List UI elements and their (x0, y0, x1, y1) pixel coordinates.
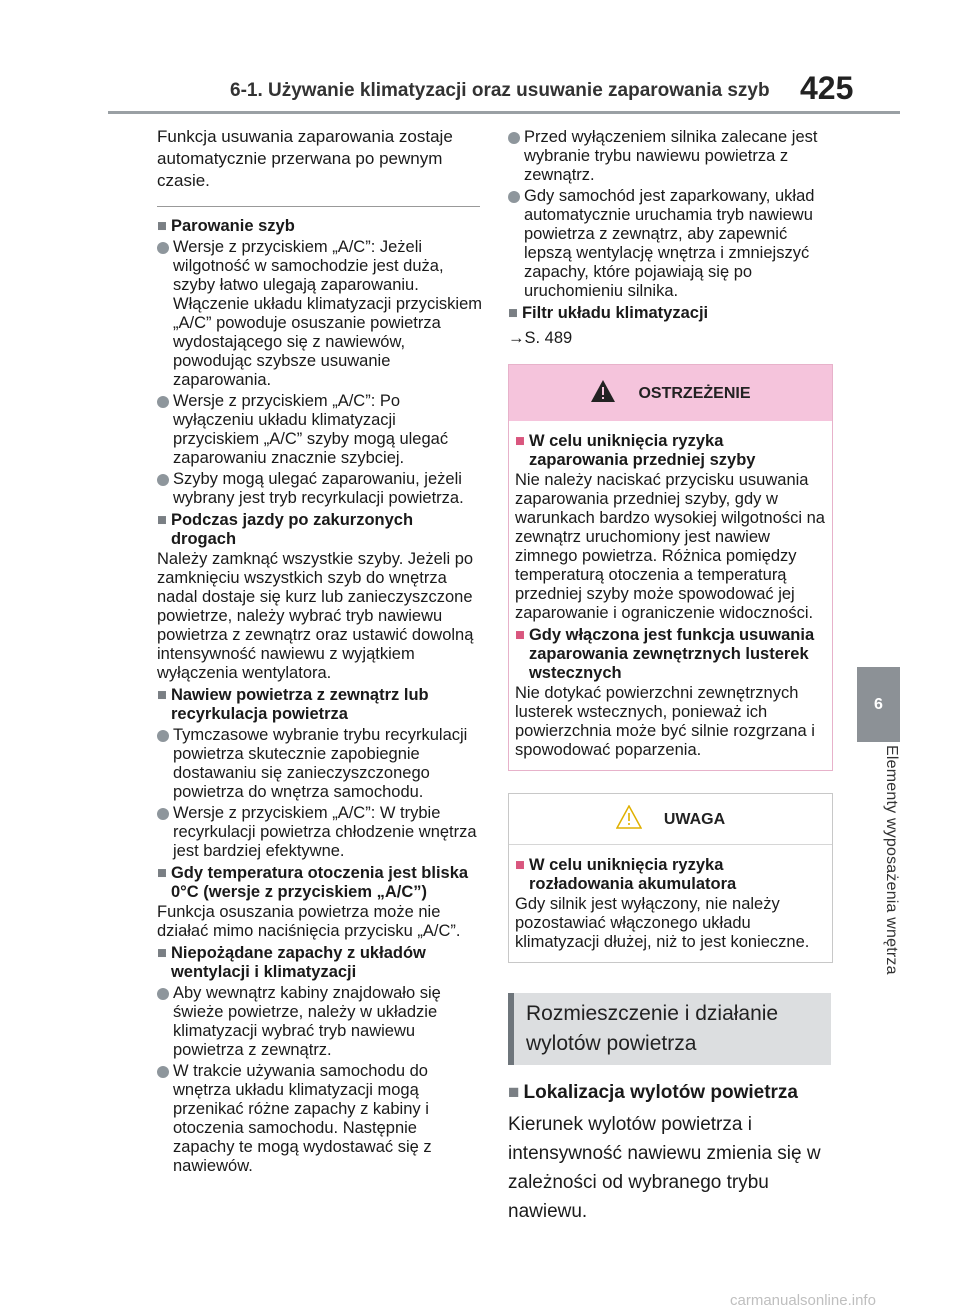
notice-body (509, 845, 832, 962)
notice-box (508, 793, 833, 963)
chapter-tab: 6 (857, 667, 900, 742)
circle-bullet-icon (157, 808, 169, 820)
notice-title: UWAGA (663, 810, 726, 828)
square-bullet-icon: ■ (515, 626, 525, 644)
warning-heading (515, 432, 826, 470)
list-item (157, 1062, 482, 1176)
section-heading (157, 864, 482, 902)
notice-paragraph: Gdy silnik jest wyłączony, nie należy pozostawiać włączonego układu klimatyzacji dłużej, niż to jest konieczne. (515, 895, 810, 951)
circle-bullet-icon (508, 132, 520, 144)
page-header (0, 0, 960, 114)
list-item (157, 804, 482, 861)
heading-text: Podczas jazdy po zakurzonych drogach (170, 511, 414, 548)
list-item-text: Tymczasowe wybranie trybu recyrkulacji powietrza skutecznie zapobiegnie dostawaniu się zanieczyszczonego powietrza do wnętrza samochodu. (173, 726, 468, 801)
heading-text: W celu uniknięcia ryzyka rozładowania akumulatora (528, 856, 737, 893)
heading-text: Lokalizacja wylotów powietrza (523, 1082, 798, 1103)
square-bullet-icon: ■ (157, 511, 167, 529)
section-heading (157, 217, 482, 236)
circle-bullet-icon (157, 988, 169, 1000)
square-bullet-icon: ■ (515, 856, 525, 874)
warning-body (509, 421, 832, 770)
warning-title: OSTRZEŻENIE (638, 384, 751, 402)
heading-text: Gdy temperatura otoczenia jest bliska 0°C (wersje z przyciskiem „A/C”) (170, 864, 469, 901)
chapter-title: 6-1. Używanie klimatyzacji oraz usuwanie zaparowania szyb (230, 80, 770, 101)
list-item-text: Wersje z przyciskiem „A/C”: Jeżeli wilgotność w samochodzie jest duża, szyby łatwo ulegają zaparowaniu. Włączenie układu klimatyzacji przyciskiem „A/C” powoduje osuszanie powietrza wydostającego się z nawiewów, powodując szybsze usuwanie zaparowania. (173, 238, 483, 389)
warning-box (508, 364, 833, 771)
square-bullet-icon: ■ (515, 432, 525, 450)
circle-bullet-icon (157, 396, 169, 408)
section-heading (157, 944, 482, 982)
header-divider (108, 111, 900, 114)
warning-header (509, 365, 832, 421)
list-item-text: W trakcie używania samochodu do wnętrza układu klimatyzacji mogą przenikać różne zapachy z kabiny i otoczenia samochodu. Następnie zapachy te mogą wydostawać się z nawiewów. (173, 1062, 432, 1175)
square-bullet-icon: ■ (157, 686, 167, 704)
paragraph: Funkcja osuszania powietrza może nie działać mimo naciśnięcia przycisku „A/C”. (157, 903, 461, 940)
list-item (157, 726, 482, 802)
subsection-heading (508, 1083, 833, 1102)
square-bullet-icon: ■ (508, 304, 518, 322)
chapter-side-label: Elementy wyposażenia wnętrza (883, 745, 900, 975)
square-bullet-icon: ■ (157, 864, 167, 882)
section-heading (508, 304, 833, 323)
section-divider (157, 206, 480, 207)
list-item (157, 470, 482, 508)
list-item-text: Szyby mogą ulegać zaparowaniu, jeżeli wybrany jest tryb recyrkulacji powietrza. (173, 470, 464, 507)
list-item-text: Przed wyłączeniem silnika zalecane jest wybranie trybu nawiewu powietrza z zewnątrz. (524, 128, 818, 184)
square-bullet-icon: ■ (508, 1082, 520, 1103)
square-bullet-icon: ■ (157, 944, 167, 962)
list-item (157, 984, 482, 1060)
heading-text: W celu uniknięcia ryzyka zaparowania przedniej szyby (528, 432, 756, 469)
warning-paragraph: Nie dotykać powierzchni zewnętrznych lusterek wstecznych, ponieważ ich powierzchnia może być silnie rozgrzana i spowodować poparzenia. (515, 684, 815, 759)
circle-bullet-icon (157, 1066, 169, 1078)
warning-heading (515, 626, 826, 683)
circle-bullet-icon (508, 191, 520, 203)
list-item-text: Wersje z przyciskiem „A/C”: Po wyłączeniu układu klimatyzacji przyciskiem „A/C” szyby mogą ulegać zaparowaniu znacznie szybciej. (173, 392, 449, 467)
page-reference: →S. 489 (508, 329, 573, 347)
list-item (508, 187, 833, 301)
warning-paragraph: Nie należy naciskać przycisku usuwania zaparowania przedniej szyby, gdy w warunkach bardzo wysokiej wilgotności na zewnątrz uruchomiony jest nawiew zimnego powietrza. Różnica pomiędzy temperaturą otoczenia a temperaturą przedniej szyby może spowodować jej zaparowanie i ograniczenie widoczności. (515, 471, 825, 622)
paragraph: Należy zamknąć wszystkie szyby. Jeżeli po zamknięciu wszystkich szyb do wnętrza nadal dostaje się kurz lub zanieczyszczone powietrze, należy wybrać tryb nawiewu powietrza z zewnątrz oraz ustawić dowolną intensywność nawiewu z wyjątkiem wyłączenia wentylatora. (157, 550, 474, 682)
section-heading (157, 686, 482, 724)
right-column (508, 126, 833, 1226)
section-title-band: Rozmieszczenie i działanie wylotów powietrza (508, 993, 831, 1065)
square-bullet-icon: ■ (157, 217, 167, 235)
section-heading (157, 511, 482, 549)
watermark: carmanualsonline.info (730, 1292, 876, 1309)
list-item (157, 238, 482, 390)
notice-heading (515, 856, 826, 894)
list-item-text: Wersje z przyciskiem „A/C”: W trybie recyrkulacji powietrza chłodzenie wnętrza jest bardziej efektywne. (173, 804, 477, 860)
intro-paragraph: Funkcja usuwania zaparowania zostaje automatycznie przerwana po pewnym czasie. (157, 127, 453, 190)
warning-triangle-icon (590, 379, 616, 408)
list-item (508, 128, 833, 185)
heading-text: Filtr układu klimatyzacji (521, 304, 709, 322)
list-item-text: Gdy samochód jest zaparkowany, układ automatycznie uruchamia tryb nawiewu powietrza z zewnątrz, aby zapewnić lepszą wentylację wnętrza i zmniejszyć zapachy, które pojawiają się po uruchomieniu silnika. (524, 187, 815, 300)
body-paragraph: Kierunek wylotów powietrza i intensywność nawiewu zmienia się w zależności od wybranego trybu nawiewu. (508, 1114, 821, 1222)
heading-text: Parowanie szyb (170, 217, 295, 235)
page-number: 425 (800, 70, 854, 106)
circle-bullet-icon (157, 730, 169, 742)
heading-text: Niepożądane zapachy z układów wentylacji i klimatyzacji (170, 944, 426, 981)
notice-header (509, 794, 832, 845)
heading-text: Gdy włączona jest funkcja usuwania zaparowania zewnętrznych lusterek wstecznych (528, 626, 815, 682)
circle-bullet-icon (157, 474, 169, 486)
circle-bullet-icon (157, 242, 169, 254)
list-item-text: Aby wewnątrz kabiny znajdowało się świeże powietrze, należy w układzie klimatyzacji wybrać tryb nawiewu powietrza z zewnątrz. (173, 984, 441, 1059)
list-item (157, 392, 482, 468)
heading-text: Nawiew powietrza z zewnątrz lub recyrkulacja powietrza (170, 686, 429, 723)
caution-triangle-icon (616, 805, 642, 834)
left-column (157, 126, 482, 1176)
